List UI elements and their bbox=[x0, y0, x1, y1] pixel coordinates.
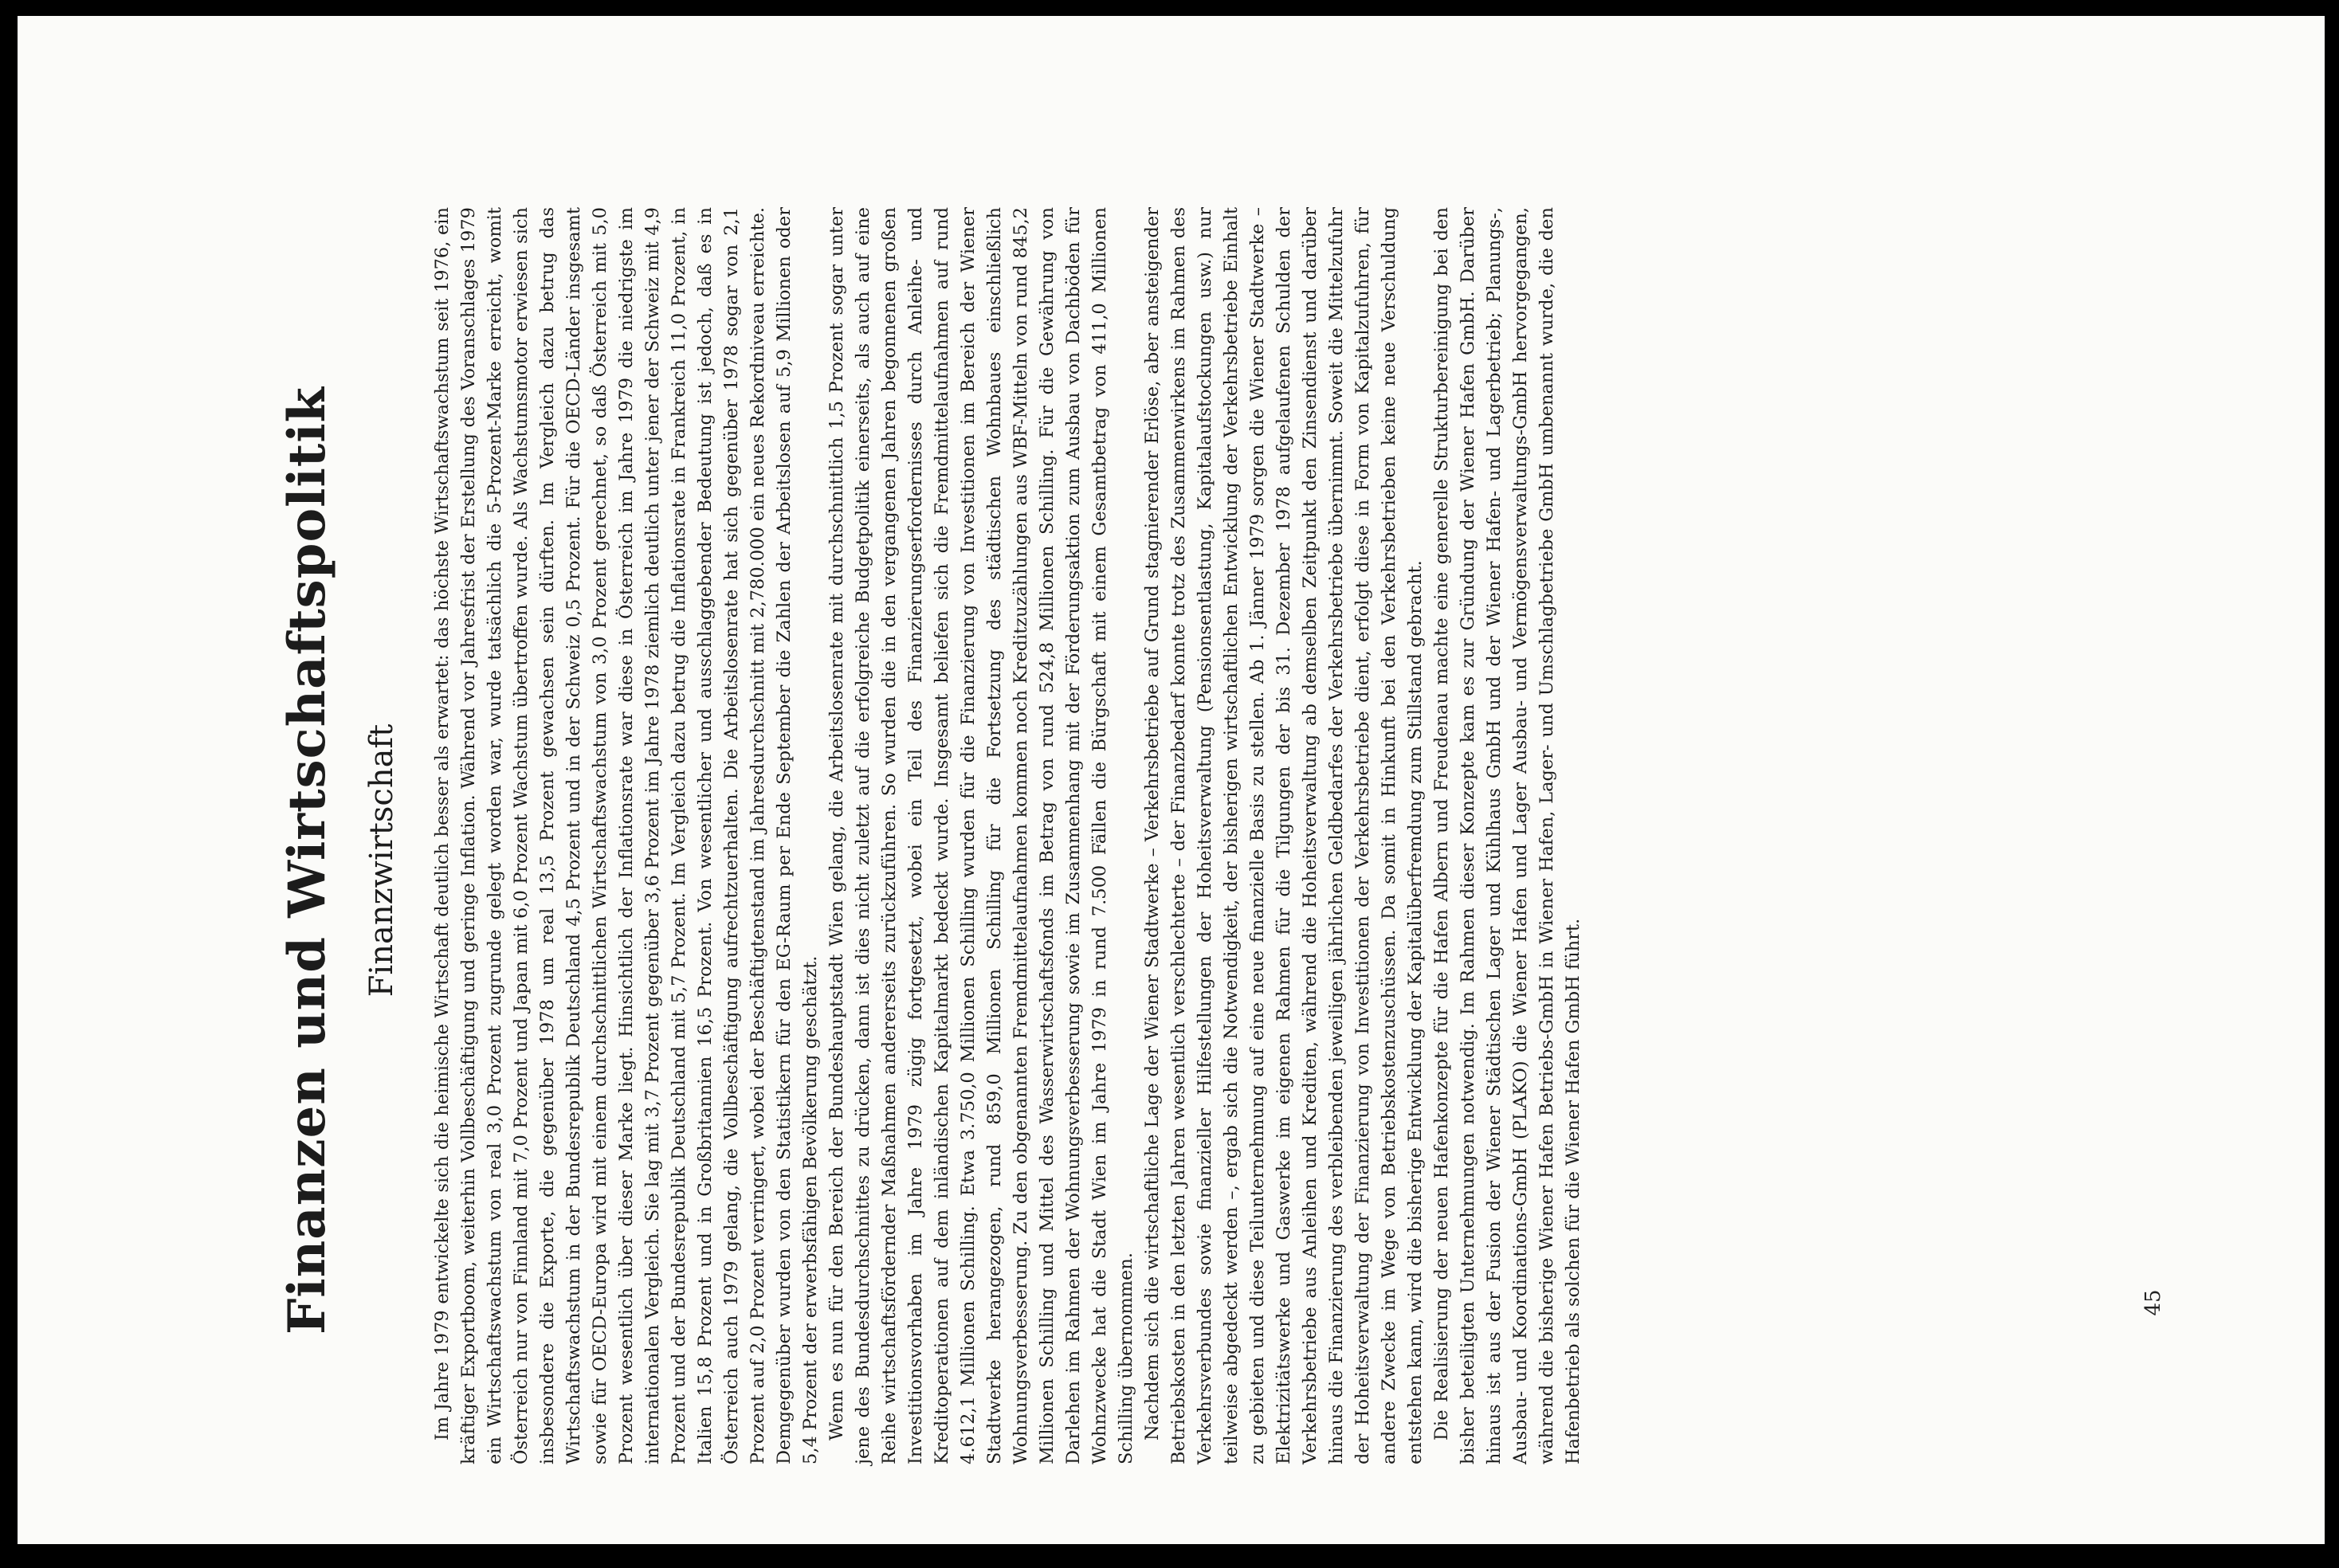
paragraph: Die Realisierung der neuen Hafenkonzepte für die Hafen Albern und Freudenau machte eine generelle Strukturbereinigung bei den bisher beteiligten Unternehmungen notwendig. Im Rahmen dieser Konzepte kam es zur Gründung der Wiener Hafen GmbH. Darüber hinaus ist aus der Fusion der Wiener Städtischen Lager und Kühlhaus GmbH und der Wiener Hafen- und Lagerbetrieb; Planungs-, Ausbau- und Koordinations-GmbH (PLAKO) die Wiener Hafen und Lager Ausbau- und Vermögensverwaltungs-GmbH hervorgegangen, während die bisherige Wiener Hafen Betriebs-GmbH in Wiener Hafen, Lager- und Umschlagbetriebe GmbH umbenannt wurde, die den Hafenbetrieb als solchen für die Wiener Hafen GmbH führt. bbox=[1430, 207, 1584, 1464]
scanned-page bbox=[18, 16, 2325, 1544]
section-heading: Finanzwirtschaft bbox=[363, 723, 400, 998]
paragraph: Nachdem sich die wirtschaftliche Lage der Wiener Stadtwerke – Verkehrsbetriebe auf Grund stagnierender Erlöse, aber ansteigender Betriebskosten in den letzten Jahren wesentlich verschlechterte – der Finanzbedarf konnte trotz des Zusammenwirkens im Rahmen des Verkehrsverbundes sowie finanzieller Hilfestellungen der Hoheitsverwaltung (Pensionsentlastung, Kapitalaufstockungen usw.) nur teilweise abgedeckt werden –, ergab sich die Notwendigkeit, der bisherigen wirtschaftlichen Entwicklung der Verkehrsbetriebe Einhalt zu gebieten und diese Teilunternehmung auf eine neue finanzielle Basis zu stellen. Ab 1. Jänner 1979 sorgen die Wiener Stadtwerke – Elektrizitätswerke und Gaswerke im eigenen Rahmen für die Tilgungen der bis 31. Dezember 1978 aufgelaufenen Schulden der Verkehrsbetriebe aus Anleihen und Krediten, während die Hoheitsverwaltung ab demselben Zeitpunkt den Zinsendienst und darüber hinaus die Finanzierung des verbleibenden jeweiligen jährlichen Geldbedarfes der Verkehrsbetriebe übernimmt. Soweit die Mittelzufuhr der Hoheitsverwaltung der Finanzierung von Investitionen der Verkehrsbetriebe dient, erfolgt diese in Form von Kapitalzufuhren, für andere Zwecke im Wege von Betriebskostenzuschüssen. Da somit in Hinkunft bei den Verkehrsbetrieben keine neue Verschuldung entstehen kann, wird die bisherige Entwicklung der Kapitalüberfremdung zum Stillstand gebracht. bbox=[1141, 207, 1426, 1464]
body-text bbox=[430, 207, 1587, 1514]
paragraph: Im Jahre 1979 entwickelte sich die heimische Wirtschaft deutlich besser als erwartet: das höchste Wirtschaftswachstum seit 1976, ein kräftiger Exportboom, weiterhin Vollbeschäftigung und geringe Inflation. Während vor Jahresfrist der Erstellung des Voranschlages 1979 ein Wirtschaftswachstum von real 3,0 Prozent zugrunde gelegt worden war, wurde tatsächlich die 5-Prozent-Marke erreicht, womit Österreich nur von Finnland mit 7,0 Prozent und Japan mit 6,0 Prozent Wachstum übertroffen wurde. Als Wachstumsmotor erwiesen sich insbesondere die Exporte, die gegenüber 1978 um real 13,5 Prozent gewachsen sein dürften. Im Vergleich dazu betrug das Wirtschaftswachstum in der Bundesrepublik Deutschland 4,5 Prozent und in der Schweiz 0,5 Prozent. Für die OECD-Länder insgesamt sowie für OECD-Europa wird mit einem durchschnittlichen Wirtschaftswachstum von 3,0 Prozent gerechnet, so daß Österreich mit 5,0 Prozent wesentlich über dieser Marke liegt. Hinsichtlich der Inflationsrate war diese in Österreich im Jahre 1979 die niedrigste im internationalen Vergleich. Sie lag mit 3,7 Prozent gegenüber 3,6 Prozent im Jahre 1978 ziemlich deutlich unter jener der Schweiz mit 4,9 Prozent und der Bundesrepublik Deutschland mit 5,7 Prozent. Im Vergleich dazu betrug die Inflationsrate in Frankreich 11,0 Prozent, in Italien 15,8 Prozent und in Großbritannien 16,5 Prozent. Von wesentlicher und ausschlaggebender Bedeutung ist jedoch, daß es in Österreich auch 1979 gelang, die Vollbeschäftigung aufrechtzuerhalten. Die Arbeitslosenrate hat sich gegenüber 1978 sogar von 2,1 Prozent auf 2,0 Prozent verringert, wobei der Beschäftigtenstand im Jahresdurchschnitt mit 2,780.000 ein neues Rekordniveau erreichte. Demgegenüber wurden von den Statistikern für den EG-Raum per Ende September die Zahlen der Arbeitslosen auf 5,9 Millionen oder 5,4 Prozent der erwerbsfähigen Bevölkerung geschätzt. bbox=[431, 207, 821, 1464]
page-number: 45 bbox=[2141, 1289, 2165, 1316]
paragraph: Wenn es nun für den Bereich der Bundeshauptstadt Wien gelang, die Arbeitslosenrate mit durchschnittlich 1,5 Prozent sogar unter jene des Bundesdurchschnittes zu drücken, dann ist dies nicht zuletzt auf die erfolgreiche Budgetpolitik einerseits, als auch auf eine Reihe wirtschaftsfördernder Maßnahmen andererseits zurückzuführen. So wurden die in den vergangenen Jahren begonnenen großen Investitionsvorhaben im Jahre 1979 zügig fortgesetzt, wobei ein Teil des Finanzierungserfordernisses durch Anleihe- und Kreditoperationen auf dem inländischen Kapitalmarkt bedeckt wurde. Insgesamt beliefen sich die Fremdmittelaufnahmen auf rund 4.612,1 Millionen Schilling. Etwa 3.750,0 Millionen Schilling wurden für die Finanzierung von Investitionen im Bereich der Wiener Stadtwerke herangezogen, rund 859,0 Millionen Schilling für die Fortsetzung des städtischen Wohnbaues einschließlich Wohnungsverbesserung. Zu den obgenannten Fremdmittelaufnahmen kommen noch Kreditzuzählungen aus WBF-Mitteln von rund 845,2 Millionen Schilling und Mittel des Wasserwirtschaftsfonds im Betrag von rund 524,8 Millionen Schilling. Für die Gewährung von Darlehen im Rahmen der Wohnungsverbesserung sowie im Zusammenhang mit der Förderungsaktion zum Ausbau von Dachböden für Wohnzwecke hat die Stadt Wien im Jahre 1979 in rund 7.500 Fällen die Bürgschaft mit einem Gesamtbetrag von 411,0 Millionen Schilling übernommen. bbox=[826, 207, 1136, 1464]
chapter-heading: Finanzen und Wirtschaftspolitik bbox=[277, 386, 337, 1335]
rotated-page-content bbox=[273, 207, 2201, 1514]
